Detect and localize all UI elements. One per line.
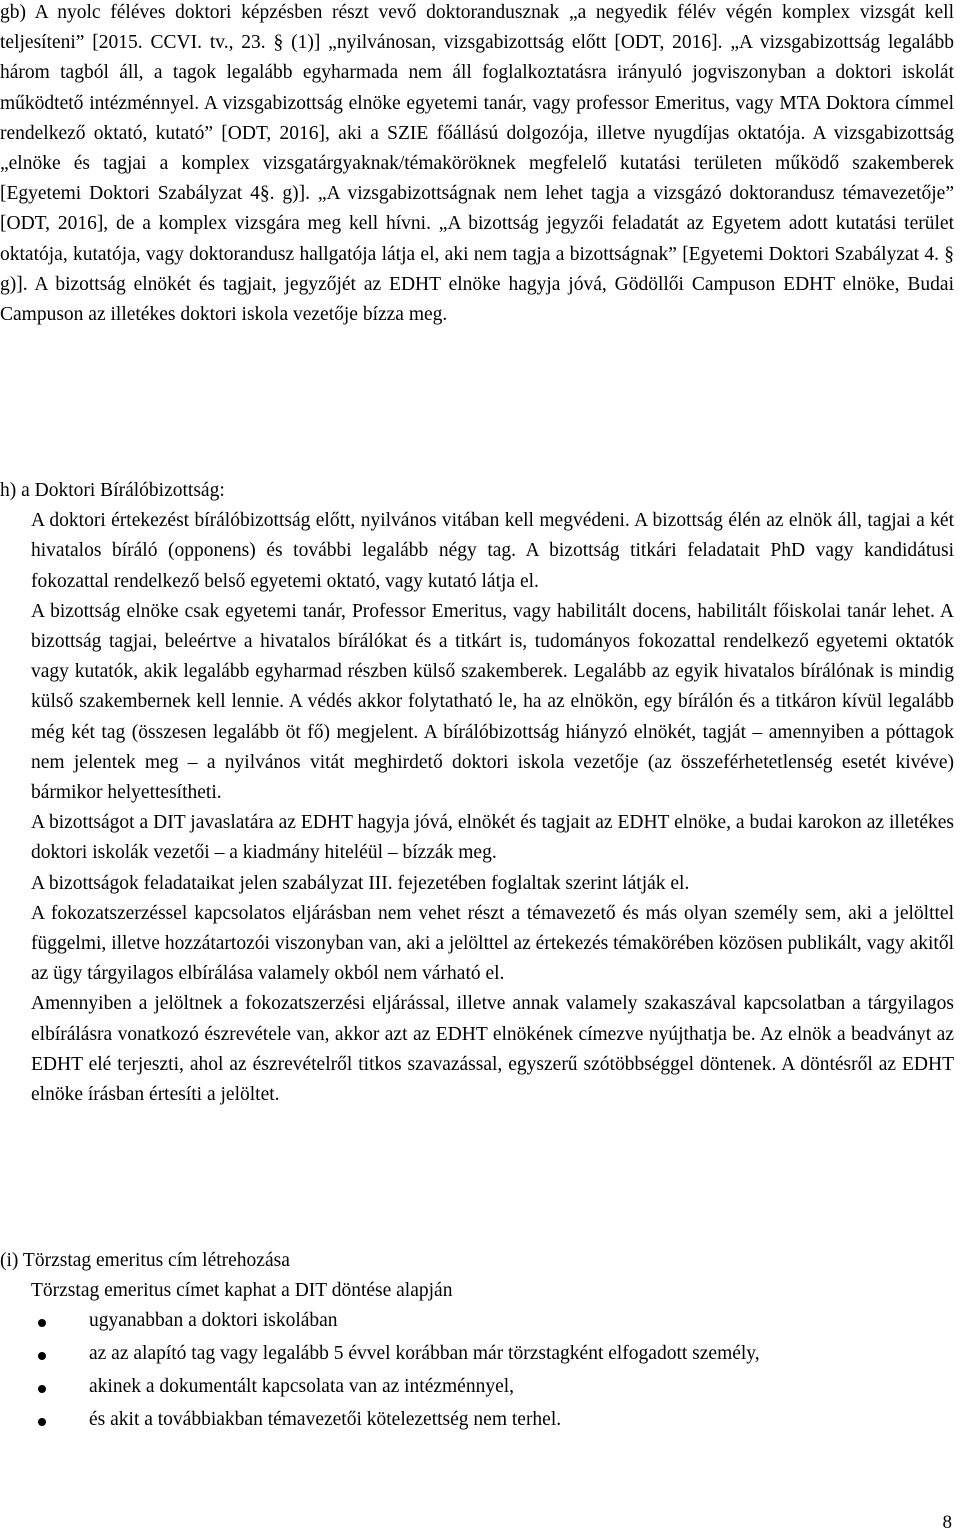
section-i-heading: (i) Törzstag emeritus cím létrehozása <box>0 1250 290 1271</box>
list-item <box>0 1339 954 1369</box>
section-i <box>0 1246 954 1437</box>
section-h <box>0 476 954 1110</box>
bullet-text: és akit a továbbiakban témavezetői kötelezettség nem terhel. <box>89 1408 562 1430</box>
section-h-heading: h) a Doktori Bírálóbizottság: <box>0 480 225 501</box>
section-h-paragraph-6: Amennyiben a jelöltnek a fokozatszerzési eljárással, illetve annak valamely szakaszával kapcsolatban a tárgyilagos elbírálásra vonatkozó észrevétele van, akkor azt az EDHT elnökének címezve nyújthatja be. Az elnök a beadványt az EDHT elé terjeszti, ahol az észrevételről titkos szavazással, egyszerű szótöbbséggel döntenek. A döntésről az EDHT elnöke írásban értesíti a jelöltet. <box>31 993 954 1106</box>
section-h-paragraph-5: A fokozatszerzéssel kapcsolatos eljárásban nem vehet részt a témavezető és más olyan személy sem, aki a jelölttel függelmi, illetve hozzátartozói viszonyban van, aki a jelölttel az értekezés témakörében közösen publikált, vagy akitől az ügy tárgyilagos elbírálása valamely okból nem várható el. <box>31 902 954 985</box>
bullet-icon <box>38 1319 46 1327</box>
list-item <box>0 1306 954 1336</box>
section-g-paragraph: gb) A nyolc féléves doktori képzésben részt vevő doktorandusznak „a negyedik félév végén komplex vizsgát kell teljesíteni” [2015. CCVI. tv., 23. § (1)] „nyilvánosan, vizsgabizottság előtt [ODT, 2016]. „A vizsgabizottság legalább három tagból áll, a tagok legalább egyharmada nem áll foglalkoztatásra irányuló jogviszonyban a doktori iskolát működtető intézménnyel. A vizsgabizottság elnöke egyetemi tanár, vagy professor Emeritus, vagy MTA Doktora címmel rendelkező oktató, kutató” [ODT, 2016], aki a SZIE főállású dolgozója, illetve nyugdíjas oktatója. A vizsgabizottság „elnöke és tagjai a komplex vizsgatárgyaknak/témaköröknek megfelelő kutatási területen működő szakemberek [Egyetemi Doktori Szabályzat 4§. g)]. „A vizsgabizottságnak nem lehet tagja a vizsgázó doktorandusz témavezetője” [ODT, 2016], de a komplex vizsgára meg kell hívni. „A bizottság jegyzői feladatát az Egyetem adott kutatási terület oktatója, kutatója, vagy doktorandusz hallgatója látja el, aki nem tagja a bizottságnak” [Egyetemi Doktori Szabályzat 4. § g)]. A bizottság elnökét és tagjait, jegyzőjét az EDHT elnöke hagyja jóvá, Gödöllői Campuson EDHT elnöke, Budai Campuson az illetékes doktori iskola vezetője bízza meg. <box>0 2 954 326</box>
section-g <box>0 0 954 330</box>
section-i-bullet-list <box>0 1306 954 1434</box>
section-i-intro: Törzstag emeritus címet kaphat a DIT döntése alapján <box>31 1280 453 1302</box>
section-h-paragraph-4: A bizottságok feladataikat jelen szabályzat III. fejezetében foglaltak szerint látják el. <box>31 872 690 894</box>
list-item <box>0 1405 954 1435</box>
section-h-paragraph-2: A bizottság elnöke csak egyetemi tanár, Professor Emeritus, vagy habilitált docens, habilitált főiskolai tanár lehet. A bizottság tagjai, beleértve a hivatalos bírálókat és a titkárt is, tudományos fokozattal rendelkező egyetemi oktatók vagy kutatók, akik legalább egyharmad részben külső szakemberek. Legalább az egyik hivatalos bírálónak is mindig külső szakembernek kell lennie. A védés akkor folytatható le, ha az elnökön, egy bírálón és a titkáron kívül legalább még két tag (összesen legalább öt fő) megjelent. A bírálóbizottság hiányzó elnökét, tagját – amennyiben a póttagok nem jelentek meg – a nyilvános vitát meghirdető doktori iskola vezetője (az összeférhetetlenség esetét kivéve) bármikor helyettesítheti. <box>31 600 954 804</box>
bullet-icon <box>38 1385 46 1393</box>
bullet-icon <box>38 1418 46 1426</box>
section-h-paragraph-3: A bizottságot a DIT javaslatára az EDHT hagyja jóvá, elnökét és tagjait az EDHT elnöke, a budai karokon az illetékes doktori iskolák vezetői – a kiadmány hiteléül – bízzák meg. <box>31 812 954 864</box>
bullet-text: akinek a dokumentált kapcsolata van az intézménnyel, <box>89 1375 515 1397</box>
page-number: 8 <box>942 1512 952 1533</box>
bullet-icon <box>38 1352 46 1360</box>
bullet-text: ugyanabban a doktori iskolában <box>89 1310 338 1332</box>
list-item <box>0 1372 954 1402</box>
section-h-paragraph-1: A doktori értekezést bírálóbizottság előtt, nyilvános vitában kell megvédeni. A bizottság élén az elnök áll, tagjai a két hivatalos bíráló (opponens) és további legalább négy tag. A bizottság titkári feladatait PhD vagy kandidátusi fokozattal rendelkező belső egyetemi oktató, vagy kutató látja el. <box>31 510 954 592</box>
bullet-text: az az alapító tag vagy legalább 5 évvel korábban már törzstagként elfogadott személy, <box>89 1343 760 1365</box>
